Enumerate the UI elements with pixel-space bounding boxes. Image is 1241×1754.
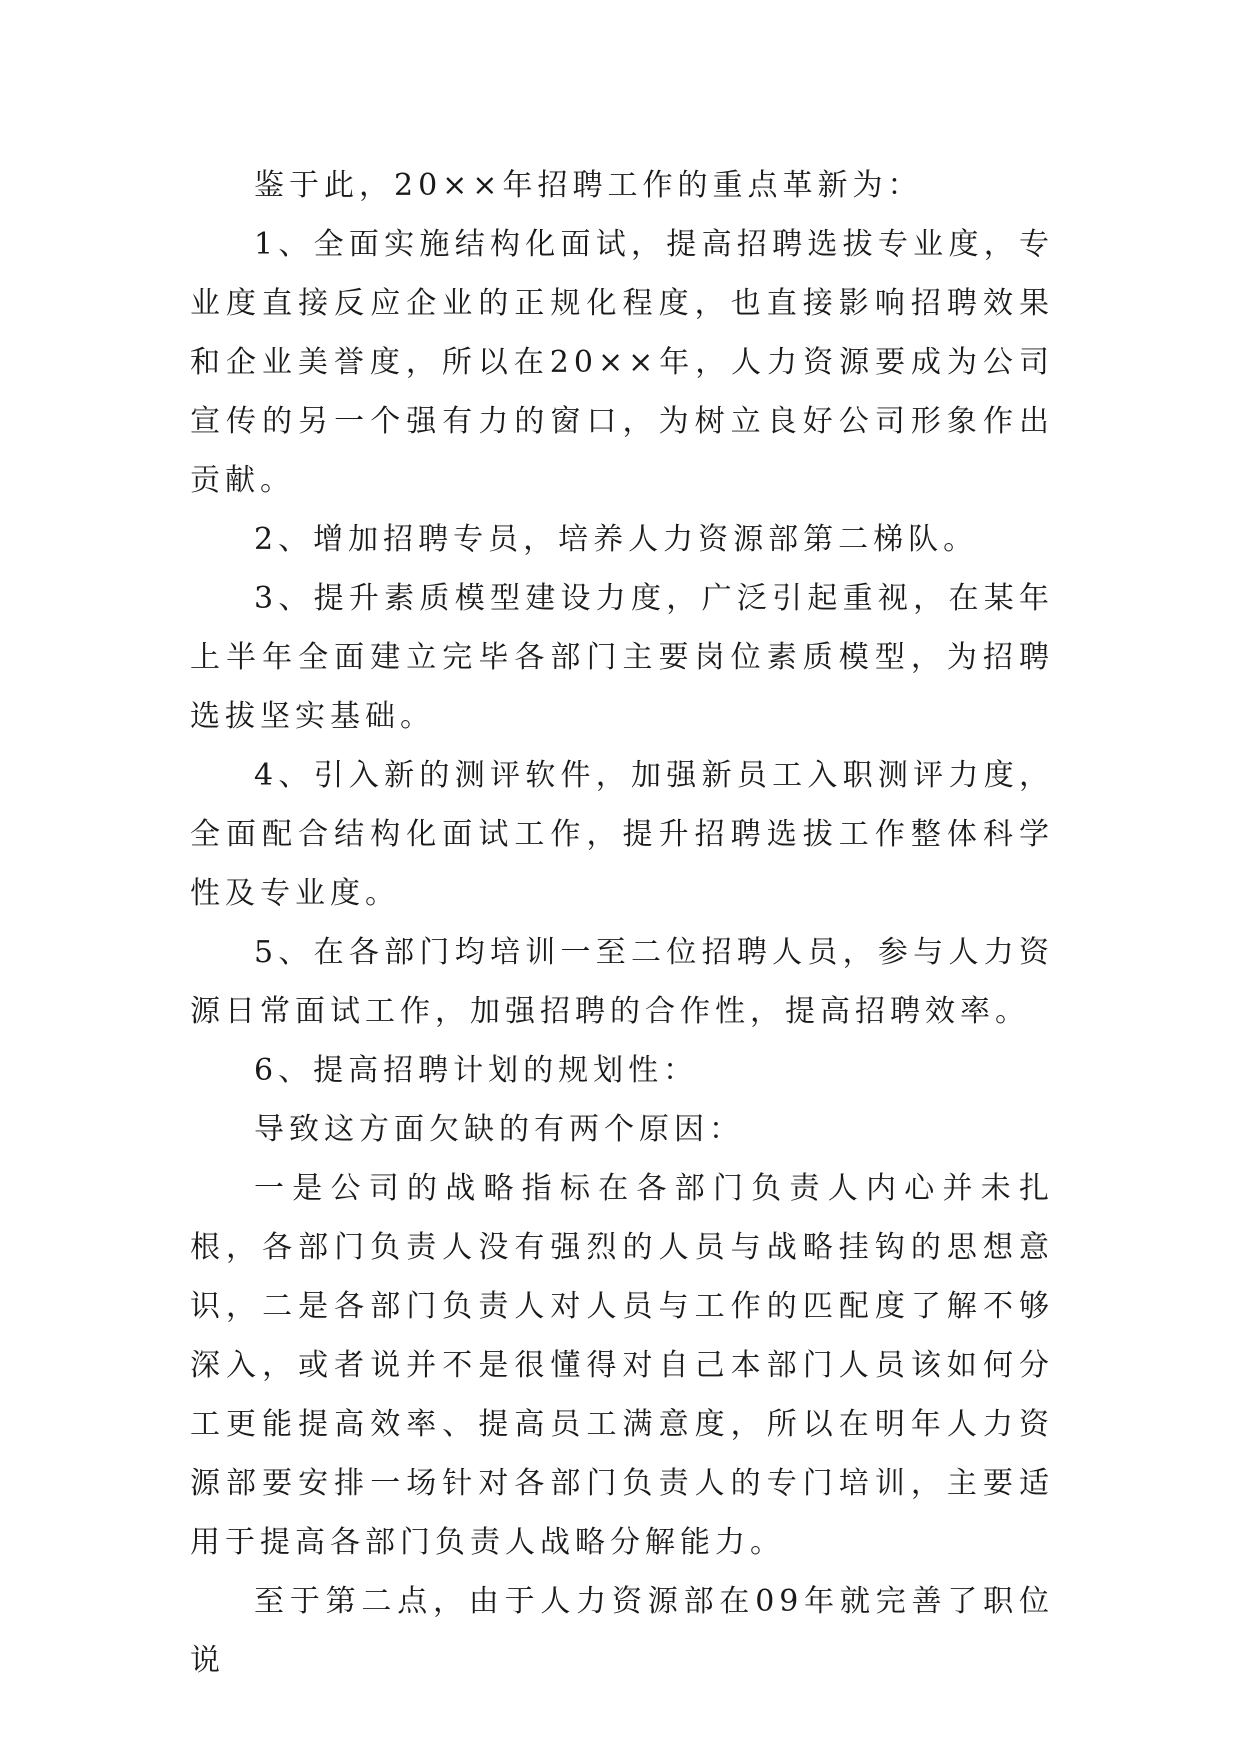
paragraph-item-6: 6、提高招聘计划的规划性： [254, 1053, 699, 1088]
paragraph-item-5: 5、在各部门均培训一至二位招聘人员，参与人力资源日常面试工作，加强招聘的合作性，提高招聘效率。 [190, 935, 1054, 1029]
paragraph-causes-intro: 导致这方面欠缺的有两个原因： [254, 1112, 744, 1147]
paragraph-cause-one: 一是公司的战略指标在各部门负责人内心并未扎根，各部门负责人没有强烈的人员与战略挂钩的思想意识，二是各部门负责人对人员与工作的匹配度了解不够深入，或者说并不是很懂得对自己本部门人员该如何分工更能提高效率、提高员工满意度，所以在明年人力资源部要安排一场针对各部门负责人的专门培训，主要适用于提高各部门负责人战略分解能力。 [190, 1171, 1054, 1560]
paragraph-item-4: 4、引入新的测评软件，加强新员工入职测评力度，全面配合结构化面试工作，提升招聘选拔工作整体科学性及专业度。 [190, 758, 1054, 911]
paragraph-intro: 鉴于此，20××年招聘工作的重点革新为： [254, 168, 923, 203]
document-body [190, 156, 1054, 1690]
paragraph-item-1: 1、全面实施结构化面试，提高招聘选拔专业度，专业度直接反应企业的正规化程度，也直接影响招聘效果和企业美誉度，所以在20××年，人力资源要成为公司宣传的另一个强有力的窗口，为树立良好公司形象作出贡献。 [190, 227, 1054, 498]
paragraph-item-3: 3、提升素质模型建设力度，广泛引起重视，在某年上半年全面建立完毕各部门主要岗位素质模型，为招聘选拔坚实基础。 [190, 581, 1054, 734]
paragraph-second-point: 至于第二点，由于人力资源部在09年就完善了职位说 [190, 1584, 1054, 1678]
paragraph-item-2: 2、增加招聘专员，培养人力资源部第二梯队。 [254, 522, 979, 557]
